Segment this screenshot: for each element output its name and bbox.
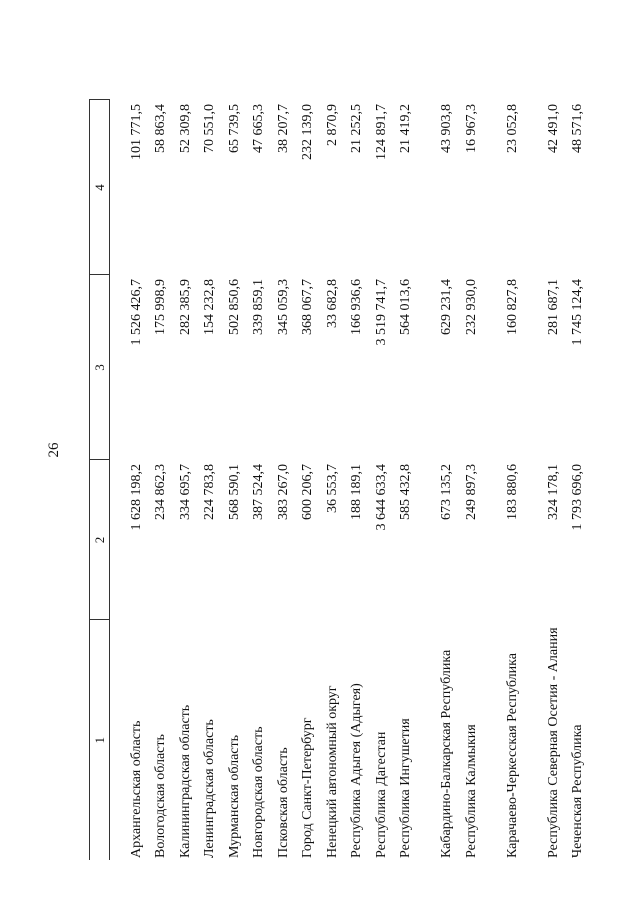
value-col-4: 21 252,5 xyxy=(349,104,364,153)
region-name: Мурманская область xyxy=(226,734,242,858)
table-row xyxy=(267,100,292,860)
value-col-2: 1 628 198,2 xyxy=(128,464,144,531)
region-name: Вологодская область xyxy=(153,734,168,858)
table-row xyxy=(341,100,366,860)
value-col-4: 2 870,9 xyxy=(324,104,340,146)
table-row xyxy=(292,100,317,860)
value-col-2: 600 206,7 xyxy=(300,464,315,520)
value-col-3: 345 059,3 xyxy=(275,279,291,335)
value-col-3: 281 687,1 xyxy=(545,279,561,335)
region-name: Архангельская область xyxy=(128,720,144,858)
region-name: Республика Ингушетия xyxy=(398,718,413,858)
value-col-2: 188 189,1 xyxy=(349,464,364,520)
value-col-3: 160 827,8 xyxy=(504,279,520,335)
region-name: Город Санкт-Петербург xyxy=(300,717,315,858)
value-col-4: 124 891,7 xyxy=(373,104,389,160)
value-col-2: 1 793 696,0 xyxy=(570,464,585,531)
header-col-2: 2 xyxy=(90,460,110,620)
value-col-3: 33 682,8 xyxy=(324,279,340,328)
table-row xyxy=(455,100,480,860)
value-col-4: 70 551,0 xyxy=(202,104,217,153)
region-name: Новгородская область xyxy=(251,726,266,858)
value-col-3: 1 745 124,4 xyxy=(570,279,585,346)
table-row xyxy=(169,100,194,860)
value-col-4: 101 771,5 xyxy=(128,104,144,160)
value-col-3: 1 526 426,7 xyxy=(128,279,144,346)
header-col-1: 1 xyxy=(90,620,110,860)
region-name: Ненецкий автономный округ xyxy=(324,685,340,858)
region-name: Чеченская Республика xyxy=(570,724,585,858)
value-col-3: 154 232,8 xyxy=(202,279,217,335)
table-row xyxy=(243,100,268,860)
value-col-3: 502 850,6 xyxy=(226,279,242,335)
table-row xyxy=(194,100,219,860)
value-col-4: 47 665,3 xyxy=(251,104,266,153)
table-row xyxy=(480,100,521,860)
region-name: Республика Калмыкия xyxy=(463,724,479,858)
region-name: Кабардино-Балкарская Республика xyxy=(439,649,454,858)
value-col-3: 3 519 741,7 xyxy=(373,279,389,346)
table-row xyxy=(365,100,390,860)
value-col-3: 629 231,4 xyxy=(439,279,454,335)
value-col-3: 282 385,9 xyxy=(177,279,193,335)
header-col-3: 3 xyxy=(90,275,110,460)
value-col-2: 234 862,3 xyxy=(153,464,168,520)
table-row xyxy=(316,100,341,860)
rotated-table-container xyxy=(89,0,589,860)
value-col-2: 334 695,7 xyxy=(177,464,193,520)
value-col-2: 673 135,2 xyxy=(439,464,454,520)
value-col-4: 23 052,8 xyxy=(504,104,520,153)
header-col-4: 4 xyxy=(90,100,110,275)
value-col-4: 65 739,5 xyxy=(226,104,242,153)
value-col-2: 324 178,1 xyxy=(545,464,561,520)
table-row xyxy=(110,100,145,860)
value-col-4: 16 967,3 xyxy=(463,104,479,153)
value-col-4: 42 491,0 xyxy=(545,104,561,153)
region-name: Псковская область xyxy=(275,747,291,858)
value-col-4: 232 139,0 xyxy=(300,104,315,160)
value-col-2: 183 880,6 xyxy=(504,464,520,520)
table-row xyxy=(414,100,455,860)
region-name: Республика Адыгея (Адыгея) xyxy=(349,683,364,858)
table-row xyxy=(521,100,562,860)
value-col-4: 48 571,6 xyxy=(570,104,585,153)
value-col-2: 568 590,1 xyxy=(226,464,242,520)
value-col-3: 166 936,6 xyxy=(349,279,364,335)
value-col-4: 43 903,8 xyxy=(439,104,454,153)
budget-table xyxy=(89,100,586,861)
value-col-3: 564 013,6 xyxy=(398,279,413,335)
value-col-4: 21 419,2 xyxy=(398,104,413,153)
value-col-2: 36 553,7 xyxy=(324,464,340,513)
value-col-2: 383 267,0 xyxy=(275,464,291,520)
region-name: Республика Дагестан xyxy=(373,731,389,858)
table-row xyxy=(562,100,587,860)
value-col-4: 38 207,7 xyxy=(275,104,291,153)
header-row xyxy=(90,100,110,860)
value-col-3: 232 930,0 xyxy=(463,279,479,335)
value-col-2: 249 897,3 xyxy=(463,464,479,520)
region-name: Карачаево-Черкесская Республика xyxy=(504,653,520,858)
value-col-3: 175 998,9 xyxy=(153,279,168,335)
value-col-4: 58 863,4 xyxy=(153,104,168,153)
value-col-2: 585 432,8 xyxy=(398,464,413,520)
region-name: Ленинградская область xyxy=(202,719,217,858)
value-col-2: 3 644 633,4 xyxy=(373,464,389,531)
value-col-2: 387 524,4 xyxy=(251,464,266,520)
page-number: 26 xyxy=(46,442,62,458)
value-col-3: 368 067,7 xyxy=(300,279,315,335)
table-row xyxy=(390,100,415,860)
value-col-2: 224 783,8 xyxy=(202,464,217,520)
region-name: Калининградская область xyxy=(177,704,193,858)
region-name: Республика Северная Осетия - Алания xyxy=(545,627,561,858)
value-col-4: 52 309,8 xyxy=(177,104,193,153)
value-col-3: 339 859,1 xyxy=(251,279,266,335)
table-row xyxy=(218,100,243,860)
table-row xyxy=(145,100,170,860)
